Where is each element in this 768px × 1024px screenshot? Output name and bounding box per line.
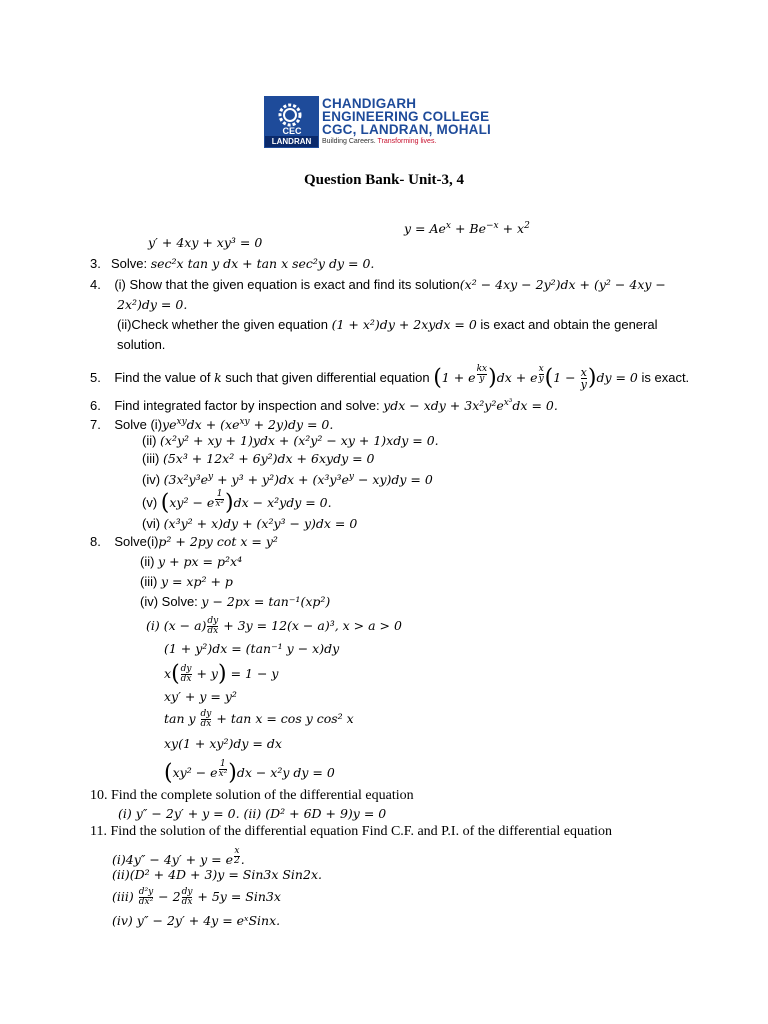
logo-tagline: Building Careers. Transforming lives. (322, 138, 437, 145)
q7-part-iii: (iii) (5x³ + 12x² + 6y²)dx + 6xydy = 0 (142, 451, 375, 466)
q4-line-4: solution. (117, 337, 166, 352)
logo-line-2: ENGINEERING COLLEGE (322, 109, 490, 124)
q8-part-ii: (ii) y + px = p²x⁴ (140, 554, 243, 569)
question-5: 5. Find the value of k such that given differential equation (1 + e $^{\frac{kx}{y}}$ )dx + e $^{\frac{x}{y}}$ (1 − $\frac{x}{y}$ )dy = 0 is exact. (90, 364, 690, 392)
q8-extra-4: xy′ + y = y² (164, 689, 237, 704)
logo-badge-text: CEC (282, 126, 302, 136)
q8-extra-2: (1 + y²)dx = (tan⁻¹ y − x)dy (164, 641, 340, 656)
question-11: 11. Find the solution of the differential equation Find C.F. and P.I. of the differential equation (90, 824, 612, 839)
page-title: Question Bank- Unit-3, 4 (303, 172, 465, 188)
question-8: 8. Solve(i)p² + 2py cot x = y² (90, 534, 278, 549)
q8-extra-7: (xy² − e $^{\frac{1}{\text{x²}}}$ )dx − x²y dy = 0 (164, 759, 335, 786)
q2-equation: y′ + 4xy + xy³ = 0 (148, 235, 263, 250)
q8-part-iii: (iii) y = xp² + p (140, 574, 233, 589)
q11-part-iv: (iv) y″ − 2y′ + 4y = eˣSinx. (112, 913, 281, 928)
q1-equation: $y = Ae^x + Be^{-x} + x^2$ (404, 221, 530, 237)
q8-extra-5: tan y $\frac{dy}{dx}$ + tan x = cos y cos² x (164, 709, 354, 729)
question-7: 7. Solve $(i)ye^{xy}dx + (xe^{xy} + 2y)dy = 0$. (90, 417, 334, 433)
logo-badge-sub: LANDRAN (265, 136, 318, 147)
q7-part-ii: (ii) (x²y² + xy + 1)ydx + (x²y² − xy + 1)xdy = 0. (142, 433, 439, 448)
question-10: 10. Find the complete solution of the differential equation (90, 788, 414, 803)
question-4: 4. (i) Show that the given equation is exact and find its solution(x² − 4xy − 2y²)dx + (y² − 4xy − (90, 277, 666, 292)
college-logo (264, 96, 506, 148)
logo-badge (264, 96, 319, 148)
q10-parts: (i) y″ − 2y′ + y = 0. (ii) (D² + 6D + 9)y = 0 (118, 806, 387, 821)
q4-part-ii: (ii)Check whether the given equation (1 + x²)dy + 2xydx = 0 is exact and obtain the general (117, 317, 658, 332)
q8-extra-1: (i) (x − a) $\frac{dy}{dx}$ + 3y = 12(x − a)³, x > a > 0 (146, 616, 402, 636)
q7-part-vi: (vi) (x³y² + x)dy + (x²y³ − y)dx = 0 (142, 516, 358, 531)
q11-part-ii: (ii)(D² + 4D + 3)y = Sin3x Sin2x. (112, 867, 322, 882)
logo-line-3: CGC, LANDRAN, MOHALI (322, 122, 491, 137)
logo-line-1: CHANDIGARH (322, 96, 417, 111)
q8-part-iv: (iv) Solve: y − 2px = tan⁻¹(xp²) (140, 594, 331, 609)
q8-extra-6: xy(1 + xy²)dy = dx (164, 736, 282, 751)
q8-extra-3: x( $\frac{dy}{dx}$ + y) = 1 − y (164, 661, 279, 687)
q4-line-2: 2x²)dy = 0. (117, 297, 188, 312)
q11-part-iii: (iii) $\frac{\text{d²y}}{\text{dx²}}$ − 2 $\frac{dy}{dx}$ + 5y = Sin3x (112, 887, 281, 907)
q7-part-iv: (iv) $(3x^2y^3e^y + y^3 + y^2)dx + (x^3y^3e^y - xy)dy = 0$ (142, 472, 433, 488)
q7-part-v: (v) (xy² − e $^{\frac{1}{\text{x²}}}$ )dx − x²ydy = 0. (142, 489, 332, 516)
question-3: 3. Solve: sec²x tan y dx + tan x sec²y dy = 0. (90, 256, 375, 271)
q11-part-i: (i)4y″ − 4y′ + y = e $^{\frac{x}{2}}$ . (112, 846, 245, 868)
question-6: 6. Find integrated factor by inspection and solve: ydx − xdy + $3x^2y^2e^{x^3}dx = 0$. (90, 398, 558, 414)
